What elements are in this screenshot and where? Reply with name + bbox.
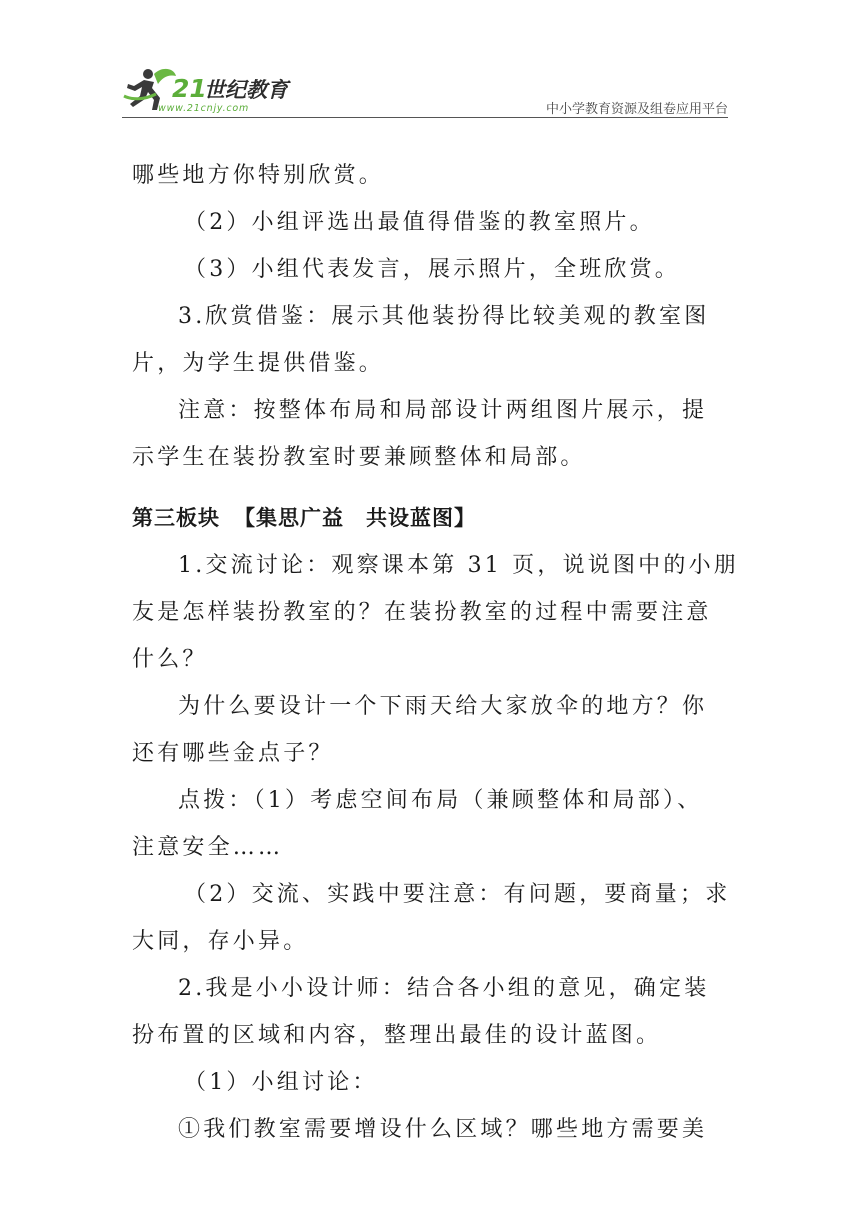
paragraph-line: 还有哪些金点子？ (132, 741, 334, 766)
document-body (132, 152, 739, 1153)
paragraph-line: （2）小组评选出最值得借鉴的教室照片。 (184, 210, 655, 235)
header-tagline: 中小学教育资源及组卷应用平台 (545, 102, 728, 117)
paragraph-line: 哪些地方你特别欣赏。 (132, 163, 385, 188)
paragraph-line: 什么？ (132, 647, 208, 672)
paragraph-line: 大同，存小异。 (132, 929, 309, 954)
section-heading-label: 第三板块 (132, 506, 220, 530)
paragraph-line: 注意：按整体布局和局部设计两组图片展示，提 (178, 398, 708, 423)
paragraph-line: 示学生在装扮教室时要兼顾整体和局部。 (132, 445, 586, 470)
paragraph-line: 为什么要设计一个下雨天给大家放伞的地方？你 (178, 694, 708, 719)
paragraph-line: （1）小组讨论： (184, 1070, 378, 1095)
paragraph-line: 扮布置的区域和内容，整理出最佳的设计蓝图。 (132, 1023, 662, 1048)
page-header (122, 64, 728, 118)
svg-text:www.21cnjy.com: www.21cnjy.com (158, 103, 250, 114)
paragraph-line: 友是怎样装扮教室的？在装扮教室的过程中需要注意 (132, 600, 712, 625)
paragraph-line: 点拨：（1）考虑空间布局（兼顾整体和局部）、 (178, 788, 703, 813)
runner-logo-icon (122, 64, 292, 116)
svg-text:21: 21 (172, 74, 207, 103)
section-heading-title: 【集思广益 共设蓝图】 (234, 506, 476, 530)
paragraph-line: 3.欣赏借鉴：展示其他装扮得比较美观的教室图 (178, 304, 710, 329)
paragraph-line: 1.交流讨论：观察课本第 31 页，说说图中的小朋 (178, 553, 739, 578)
paragraph-line: 片，为学生提供借鉴。 (132, 351, 385, 376)
paragraph-line: 2.我是小小设计师：结合各小组的意见，确定装 (178, 976, 710, 1001)
paragraph-line: ①我们教室需要增设什么区域？哪些地方需要美 (178, 1117, 708, 1142)
svg-text:世纪教育: 世纪教育 (204, 78, 288, 102)
header-divider (122, 117, 728, 118)
paragraph-line: （2）交流、实践中要注意：有问题，要商量；求 (184, 882, 731, 907)
paragraph-line: 注意安全…… (132, 835, 284, 860)
logo (122, 64, 292, 116)
paragraph-line: （3）小组代表发言，展示照片，全班欣赏。 (184, 257, 680, 282)
section-heading (132, 495, 730, 542)
